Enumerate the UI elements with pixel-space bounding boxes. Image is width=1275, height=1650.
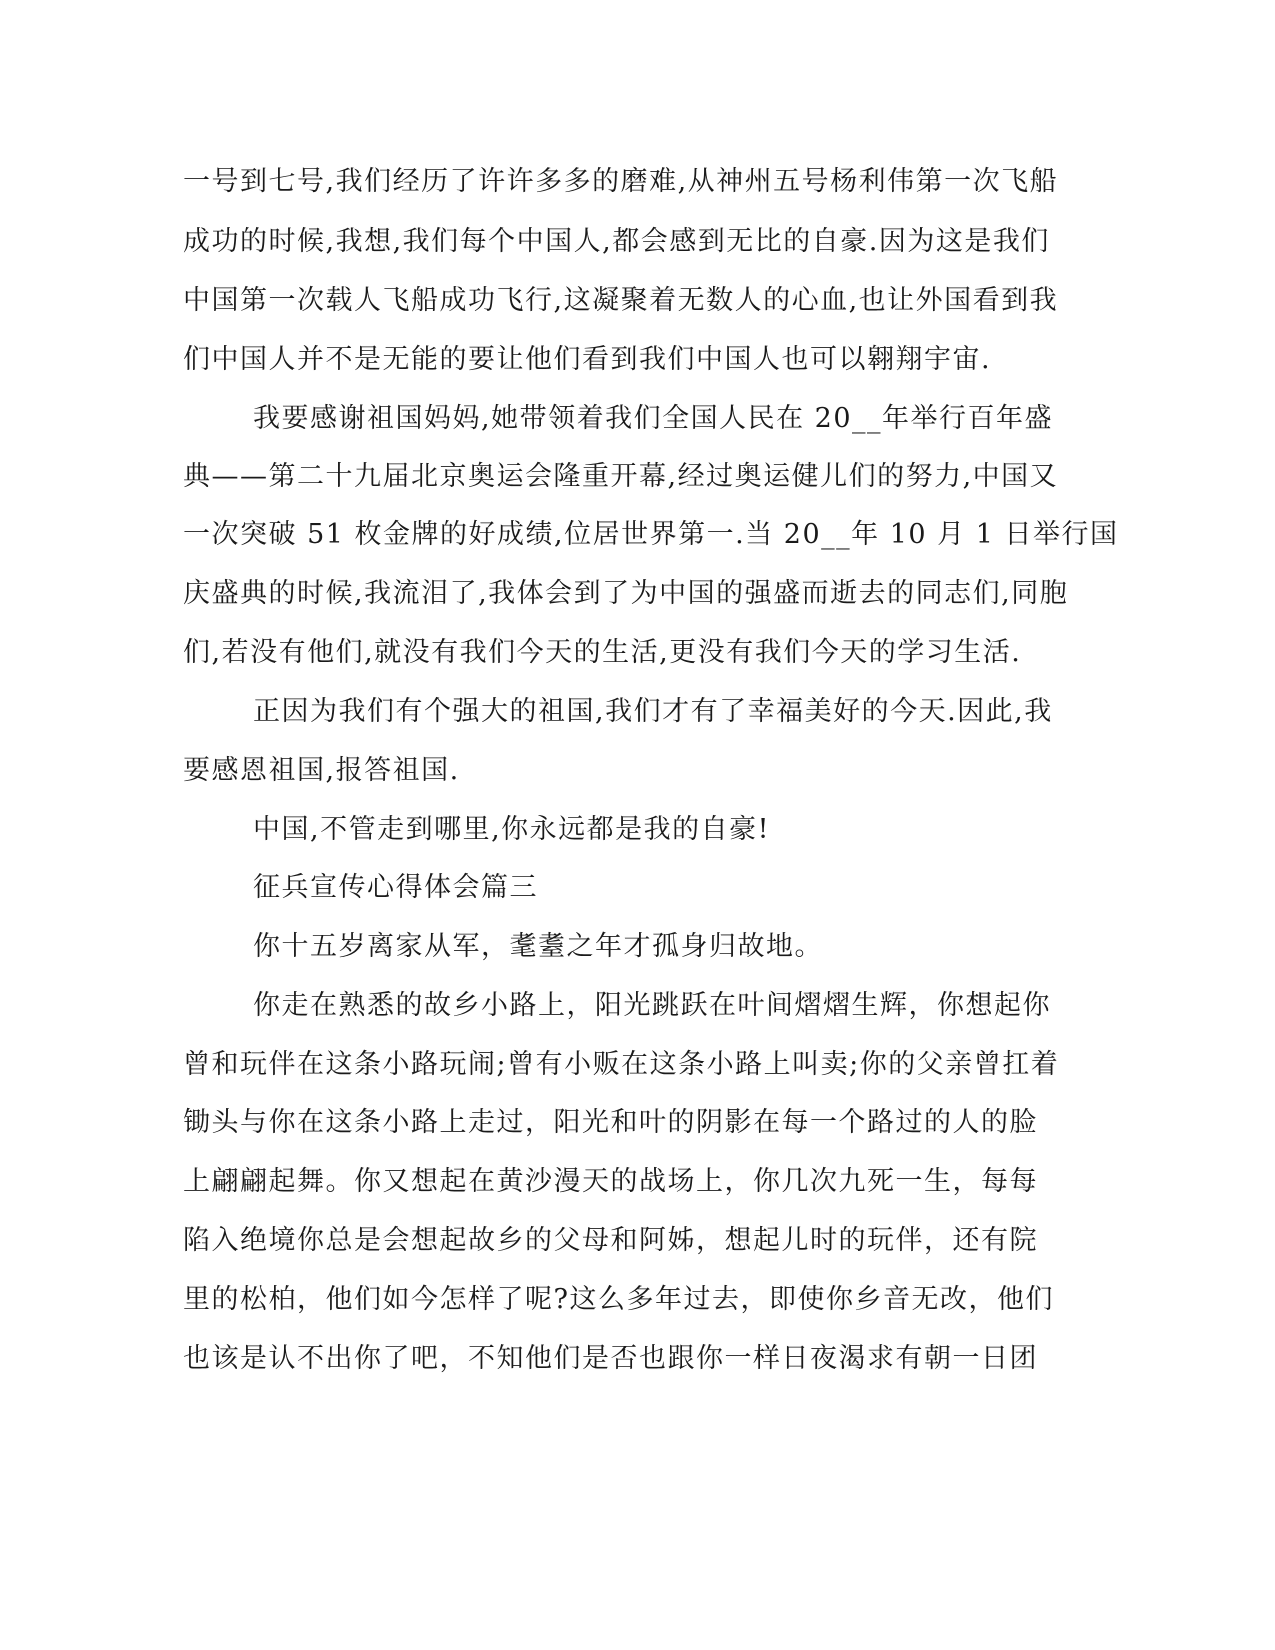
- text-line: 典——第二十九届北京奥运会隆重开幕,经过奥运健儿们的努力,中国又: [183, 461, 1059, 492]
- text-line: 成功的时候,我想,我们每个中国人,都会感到无比的自豪.因为这是我们: [183, 226, 1050, 257]
- text-line: 们,若没有他们,就没有我们今天的生活,更没有我们今天的学习生活.: [183, 637, 1022, 668]
- text-line: 们中国人并不是无能的要让他们看到我们中国人也可以翱翔宇宙.: [183, 344, 992, 375]
- text-line: 陷入绝境你总是会想起故乡的父母和阿姊，想起儿时的玩伴，还有院: [183, 1225, 1038, 1256]
- text-line: 一次突破 51 枚金牌的好成绩,位居世界第一.当 20__年 10 月 1 日举行国: [183, 519, 1119, 550]
- text-line: 庆盛典的时候,我流泪了,我体会到了为中国的强盛而逝去的同志们,同胞: [183, 578, 1069, 609]
- text-line: 中国第一次载人飞船成功飞行,这凝聚着无数人的心血,也让外国看到我: [183, 285, 1059, 316]
- text-line: 要感恩祖国,报答祖国.: [183, 755, 460, 786]
- paragraph-start-line: 正因为我们有个强大的祖国,我们才有了幸福美好的今天.因此,我: [253, 696, 1053, 727]
- section-heading: 征兵宣传心得体会篇三: [253, 872, 538, 903]
- text-line: 里的松柏，他们如今怎样了呢?这么多年过去，即使你乡音无改，他们: [183, 1284, 1054, 1315]
- paragraph-line: 中国,不管走到哪里,你永远都是我的自豪!: [253, 814, 771, 845]
- text-line: 也该是认不出你了吧，不知他们是否也跟你一样日夜渴求有朝一日团: [183, 1343, 1038, 1374]
- paragraph-line: 你十五岁离家从军，耄耋之年才孤身归故地。: [253, 931, 823, 962]
- text-line: 曾和玩伴在这条小路玩闹;曾有小贩在这条小路上叫卖;你的父亲曾扛着: [183, 1049, 1060, 1080]
- paragraph-start-line: 你走在熟悉的故乡小路上，阳光跳跃在叶间熠熠生辉，你想起你: [253, 990, 1051, 1021]
- text-line: 锄头与你在这条小路上走过，阳光和叶的阴影在每一个路过的人的脸: [183, 1107, 1038, 1138]
- text-line: 上翩翩起舞。你又想起在黄沙漫天的战场上，你几次九死一生，每每: [183, 1166, 1038, 1197]
- paragraph-start-line: 我要感谢祖国妈妈,她带领着我们全国人民在 20__年举行百年盛: [253, 403, 1054, 434]
- text-line: 一号到七号,我们经历了许许多多的磨难,从神州五号杨利伟第一次飞船: [183, 166, 1059, 197]
